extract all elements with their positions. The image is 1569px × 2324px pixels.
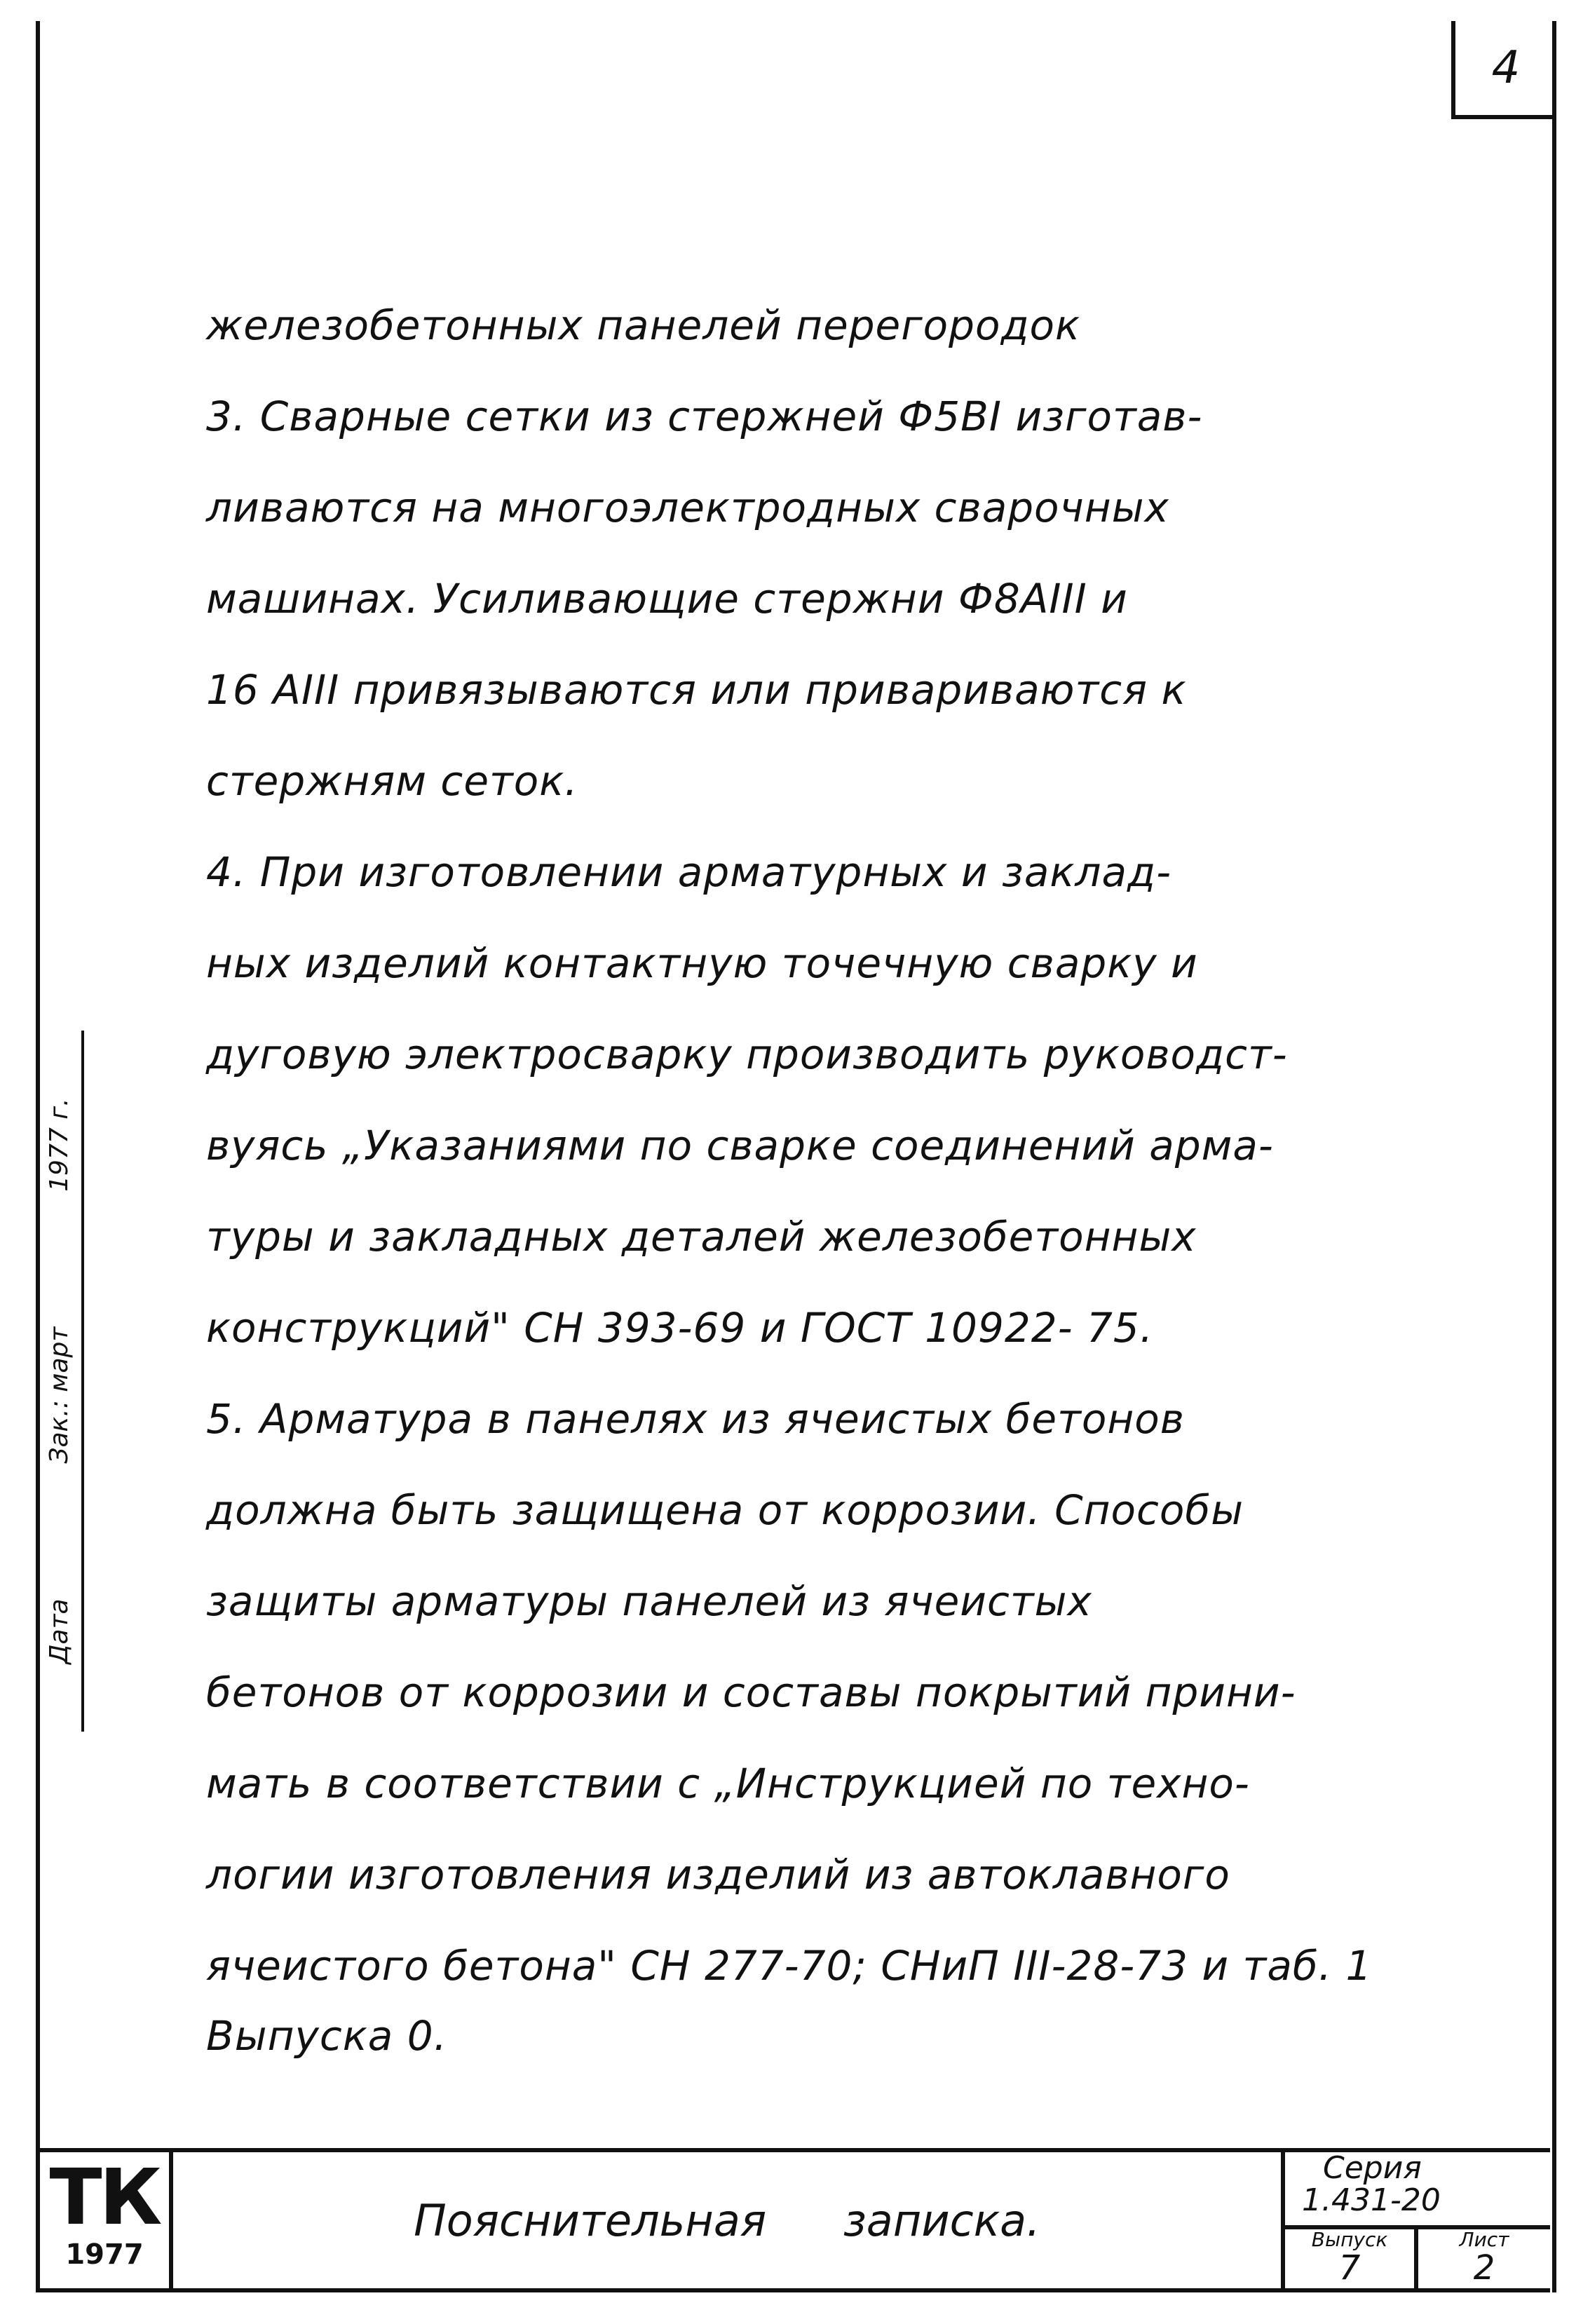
- tk-logo: [40, 2152, 173, 2288]
- issue-value: 7: [1338, 2248, 1361, 2288]
- text-line: туры и закладных деталей железобетонных: [206, 1213, 1197, 1260]
- tk-logo-letters: ТК: [49, 2152, 160, 2242]
- text-line: дуговую электросварку производить руководст-: [206, 1031, 1288, 1078]
- issue-cell: [1285, 2229, 1418, 2288]
- text-line: стержням сеток.: [206, 757, 578, 805]
- text-line: Выпуска 0.: [206, 2012, 448, 2060]
- text-line: ливаются на многоэлектродных сварочных: [206, 484, 1169, 531]
- side-stamp-rule: [81, 1031, 84, 1732]
- series-label: Серия: [1323, 2150, 1422, 2186]
- side-stamp-date: Дата: [44, 1598, 74, 1664]
- issue-label: Выпуск: [1311, 2228, 1388, 2251]
- text-line: мать в соответствии с „Инструкцией по техно-: [206, 1760, 1250, 1807]
- series-cell: [1285, 2152, 1550, 2229]
- sheet-value: 2: [1473, 2248, 1495, 2288]
- document-title: Пояснительная записка.: [414, 2194, 1040, 2246]
- sheet-cell: [1418, 2229, 1550, 2288]
- side-stamp-order: Зак.: март: [44, 1326, 74, 1464]
- text-line: конструкций" СН 393-69 и ГОСТ 10922- 75.: [206, 1304, 1154, 1352]
- tk-logo-year: 1977: [65, 2238, 144, 2271]
- text-line: должна быть защищена от коррозии. Способы: [206, 1486, 1244, 1534]
- text-line: вуясь „Указаниями по сварке соединений арма-: [206, 1122, 1274, 1169]
- text-line: 5. Арматура в панелях из ячеистых бетонов: [206, 1395, 1185, 1443]
- text-line: ячеистого бетона" СН 277-70; СНиП III-28-73 и таб. 1: [206, 1942, 1373, 1990]
- text-line: железобетонных панелей перегородок: [206, 301, 1081, 349]
- page-number: 4: [1491, 42, 1521, 94]
- text-line: 16 АIII привязываются или привариваются к: [206, 666, 1187, 714]
- sheet-label: Лист: [1459, 2228, 1509, 2251]
- text-line: ных изделий контактную точечную сварку и: [206, 939, 1198, 987]
- title-block: [40, 2148, 1550, 2288]
- side-stamp-year: 1977 г.: [44, 1098, 74, 1192]
- text-line: 3. Сварные сетки из стержней Ф5ВI изготав-: [206, 393, 1203, 440]
- page-number-box: [1451, 21, 1556, 119]
- text-line: защиты арматуры панелей из ячеистых: [206, 1577, 1092, 1625]
- text-line: бетонов от коррозии и составы покрытий прини-: [206, 1669, 1296, 1716]
- text-line: 4. При изготовлении арматурных и заклад-: [206, 848, 1172, 896]
- text-line: машинах. Усиливающие стержни Ф8АIII и: [206, 575, 1128, 623]
- series-value: 1.431-20: [1302, 2182, 1441, 2218]
- title-block-meta: [1281, 2152, 1550, 2288]
- text-line: логии изготовления изделий из автоклавного: [206, 1851, 1230, 1898]
- side-stamp: [38, 1031, 80, 1732]
- drawing-sheet: [34, 21, 1556, 2292]
